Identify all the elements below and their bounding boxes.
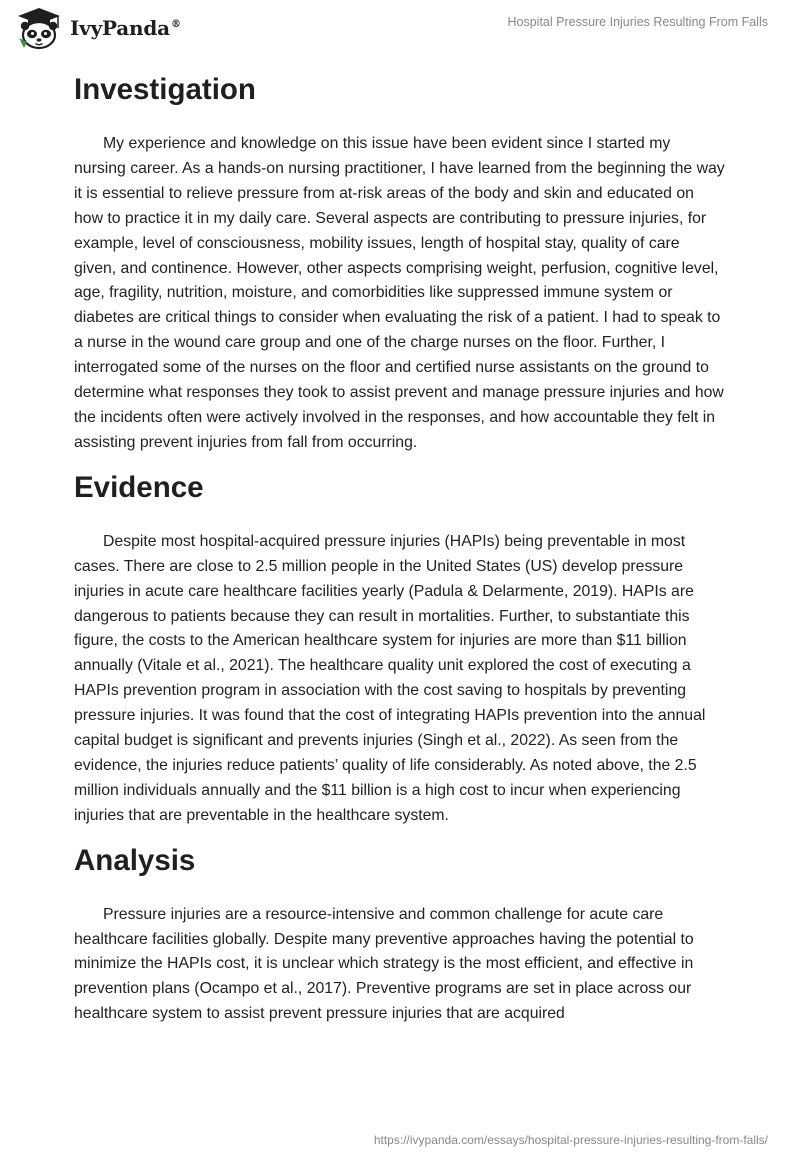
section-evidence: [74, 468, 726, 829]
section-paragraph: My experience and knowledge on this issue have been evident since I started my nursing career. As a hands-on nursing practitioner, I have learned from the beginning the way it is essential to relieve pressure from at-risk areas of the body and skin and educated on how to practice it in my daily care. Several aspects are contributing to pressure injuries, for example, level of consciousness, mobility issues, length of hospital stay, quality of care given, and continence. However, other aspects comprising weight, perfusion, cognitive level, age, fragility, nutrition, moisture, and comorbidities like suppressed immune system or diabetes are critical things to consider when evaluating the risk of a patient. I had to speak to a nurse in the wound care group and one of the charge nurses on the floor. Further, I interrogated some of the nurses on the floor and certified nurse assistants on the ground to determine what responses they took to assist prevent and manage pressure injuries and how the incidents often were actively involved in the responses, and how accountable they felt in assisting prevent injuries from fall from occurring.: [74, 135, 725, 451]
logo-wordmark: IvyPanda®: [70, 16, 181, 40]
essay-content: [74, 70, 726, 1027]
section-paragraph: Despite most hospital-acquired pressure injuries (HAPIs) being preventable in most cases. There are close to 2.5 million people in the United States (US) develop pressure injuries in acute care healthcare facilities yearly (Padula & Delarmente, 2019). HAPIs are dangerous to patients because they can result in mortalities. Further, to substantiate this figure, the costs to the American healthcare system for injuries are more than $11 billion annually (Vitale et al., 2021). The healthcare quality unit explored the cost of executing a HAPIs prevention program in association with the cost saving to hospitals by preventing pressure injuries. It was found that the cost of integrating HAPIs prevention into the annual capital budget is significant and prevents injuries (Singh et al., 2022). As seen from the evidence, the injuries reduce patients’ quality of life considerably. As noted above, the 2.5 million individuals annually and the $11 billion is a high cost to incur when experiencing injuries that are preventable in the healthcare system.: [74, 532, 706, 824]
panda-graduate-icon: [14, 6, 64, 50]
page-header: [0, 0, 800, 60]
section-heading: Analysis: [74, 843, 196, 877]
section-heading: Evidence: [74, 470, 204, 504]
section-investigation: [74, 70, 726, 456]
section-paragraph: Pressure injuries are a resource-intensive and common challenge for acute care healthcare facilities globally. Despite many preventive approaches having the potential to minimize the HAPIs cost, it is unclear which strategy is the most efficient, and effective in prevention plans (Ocampo et al., 2017). Preventive programs are set in place across our healthcare system to assist prevent pressure injuries that are acquired: [74, 905, 694, 1023]
source-url[interactable]: https://ivypanda.com/essays/hospital-pressure-injuries-resulting-from-falls/: [373, 1133, 768, 1147]
ivypanda-logo[interactable]: [14, 6, 181, 50]
running-title: Hospital Pressure Injuries Resulting From Falls: [507, 15, 768, 29]
section-heading: Investigation: [74, 73, 256, 106]
section-analysis: [74, 841, 726, 1028]
